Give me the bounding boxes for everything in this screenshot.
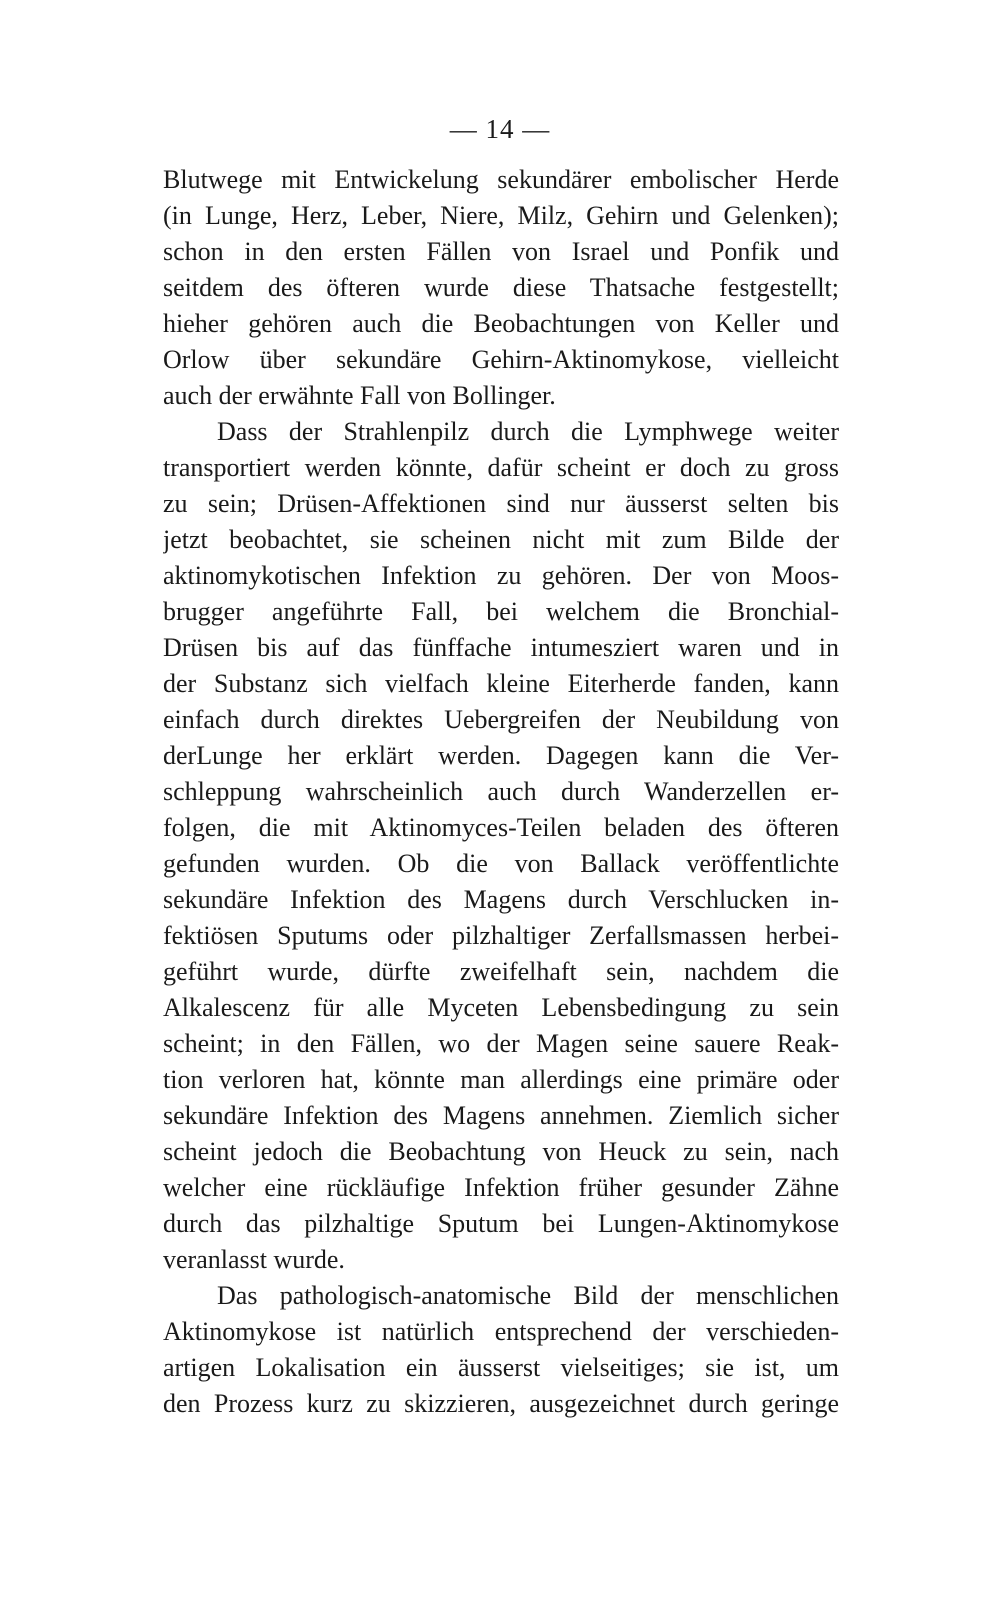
text-line: folgen, die mit Aktinomyces-Teilen beladen des öfteren — [163, 813, 839, 842]
text-line: transportiert werden könnte, dafür scheint er doch zu gross — [163, 453, 839, 482]
text-line: Aktinomykose ist natürlich entsprechend der verschieden- — [163, 1317, 839, 1346]
text-line: sekundäre Infektion des Magens annehmen. Ziemlich sicher — [163, 1101, 839, 1130]
text-line: (in Lunge, Herz, Leber, Niere, Milz, Gehirn und Gelenken); — [163, 201, 839, 230]
text-line: tion verloren hat, könnte man allerdings eine primäre oder — [163, 1065, 839, 1094]
text-line: Alkalescenz für alle Myceten Lebensbedingung zu sein — [163, 993, 839, 1022]
text-line: geführt wurde, dürfte zweifelhaft sein, nachdem die — [163, 957, 839, 986]
page-number: — 14 — — [449, 114, 551, 144]
text-line: den Prozess kurz zu skizzieren, ausgezeichnet durch geringe — [163, 1389, 839, 1418]
text-line: scheint jedoch die Beobachtung von Heuck zu sein, nach — [163, 1137, 839, 1166]
text-line: einfach durch direktes Uebergreifen der Neubildung von — [163, 705, 839, 734]
text-line: hieher gehören auch die Beobachtungen von Keller und — [163, 309, 839, 338]
text-line: der Substanz sich vielfach kleine Eiterherde fanden, kann — [163, 669, 839, 698]
text-line: welcher eine rückläufige Infektion früher gesunder Zähne — [163, 1173, 839, 1202]
text-line: Blutwege mit Entwickelung sekundärer embolischer Herde — [163, 165, 839, 194]
text-line: durch das pilzhaltige Sputum bei Lungen-Aktinomykose — [163, 1209, 839, 1238]
body-text — [163, 162, 839, 1422]
paragraph-start-line: Dass der Strahlenpilz durch die Lymphwege weiter — [217, 417, 839, 446]
text-line: sekundäre Infektion des Magens durch Verschlucken in- — [163, 885, 839, 914]
text-line: seitdem des öfteren wurde diese Thatsache festgestellt; — [163, 273, 839, 302]
text-line: auch der erwähnte Fall von Bollinger. — [163, 381, 556, 410]
text-line: schon in den ersten Fällen von Israel und Ponfik und — [163, 237, 839, 266]
text-line: brugger angeführte Fall, bei welchem die Bronchial- — [163, 597, 839, 626]
text-line: derLunge her erklärt werden. Dagegen kann die Ver- — [163, 741, 839, 770]
text-line: Drüsen bis auf das fünffache intumesziert waren und in — [163, 633, 839, 662]
text-line: veranlasst wurde. — [163, 1245, 345, 1274]
text-line: fektiösen Sputums oder pilzhaltiger Zerfallsmassen herbei- — [163, 921, 839, 950]
text-line: schleppung wahrscheinlich auch durch Wanderzellen er- — [163, 777, 839, 806]
text-line: Orlow über sekundäre Gehirn-Aktinomykose, vielleicht — [163, 345, 839, 374]
text-line: artigen Lokalisation ein äusserst vielseitiges; sie ist, um — [163, 1353, 839, 1382]
text-line: aktinomykotischen Infektion zu gehören. Der von Moos- — [163, 561, 839, 590]
text-line: gefunden wurden. Ob die von Ballack veröffentlichte — [163, 849, 839, 878]
paragraph-start-line: Das pathologisch-anatomische Bild der menschlichen — [217, 1281, 839, 1310]
text-line: zu sein; Drüsen-Affektionen sind nur äusserst selten bis — [163, 489, 839, 518]
text-line: scheint; in den Fällen, wo der Magen seine sauere Reak- — [163, 1029, 839, 1058]
text-line: jetzt beobachtet, sie scheinen nicht mit zum Bilde der — [163, 525, 839, 554]
